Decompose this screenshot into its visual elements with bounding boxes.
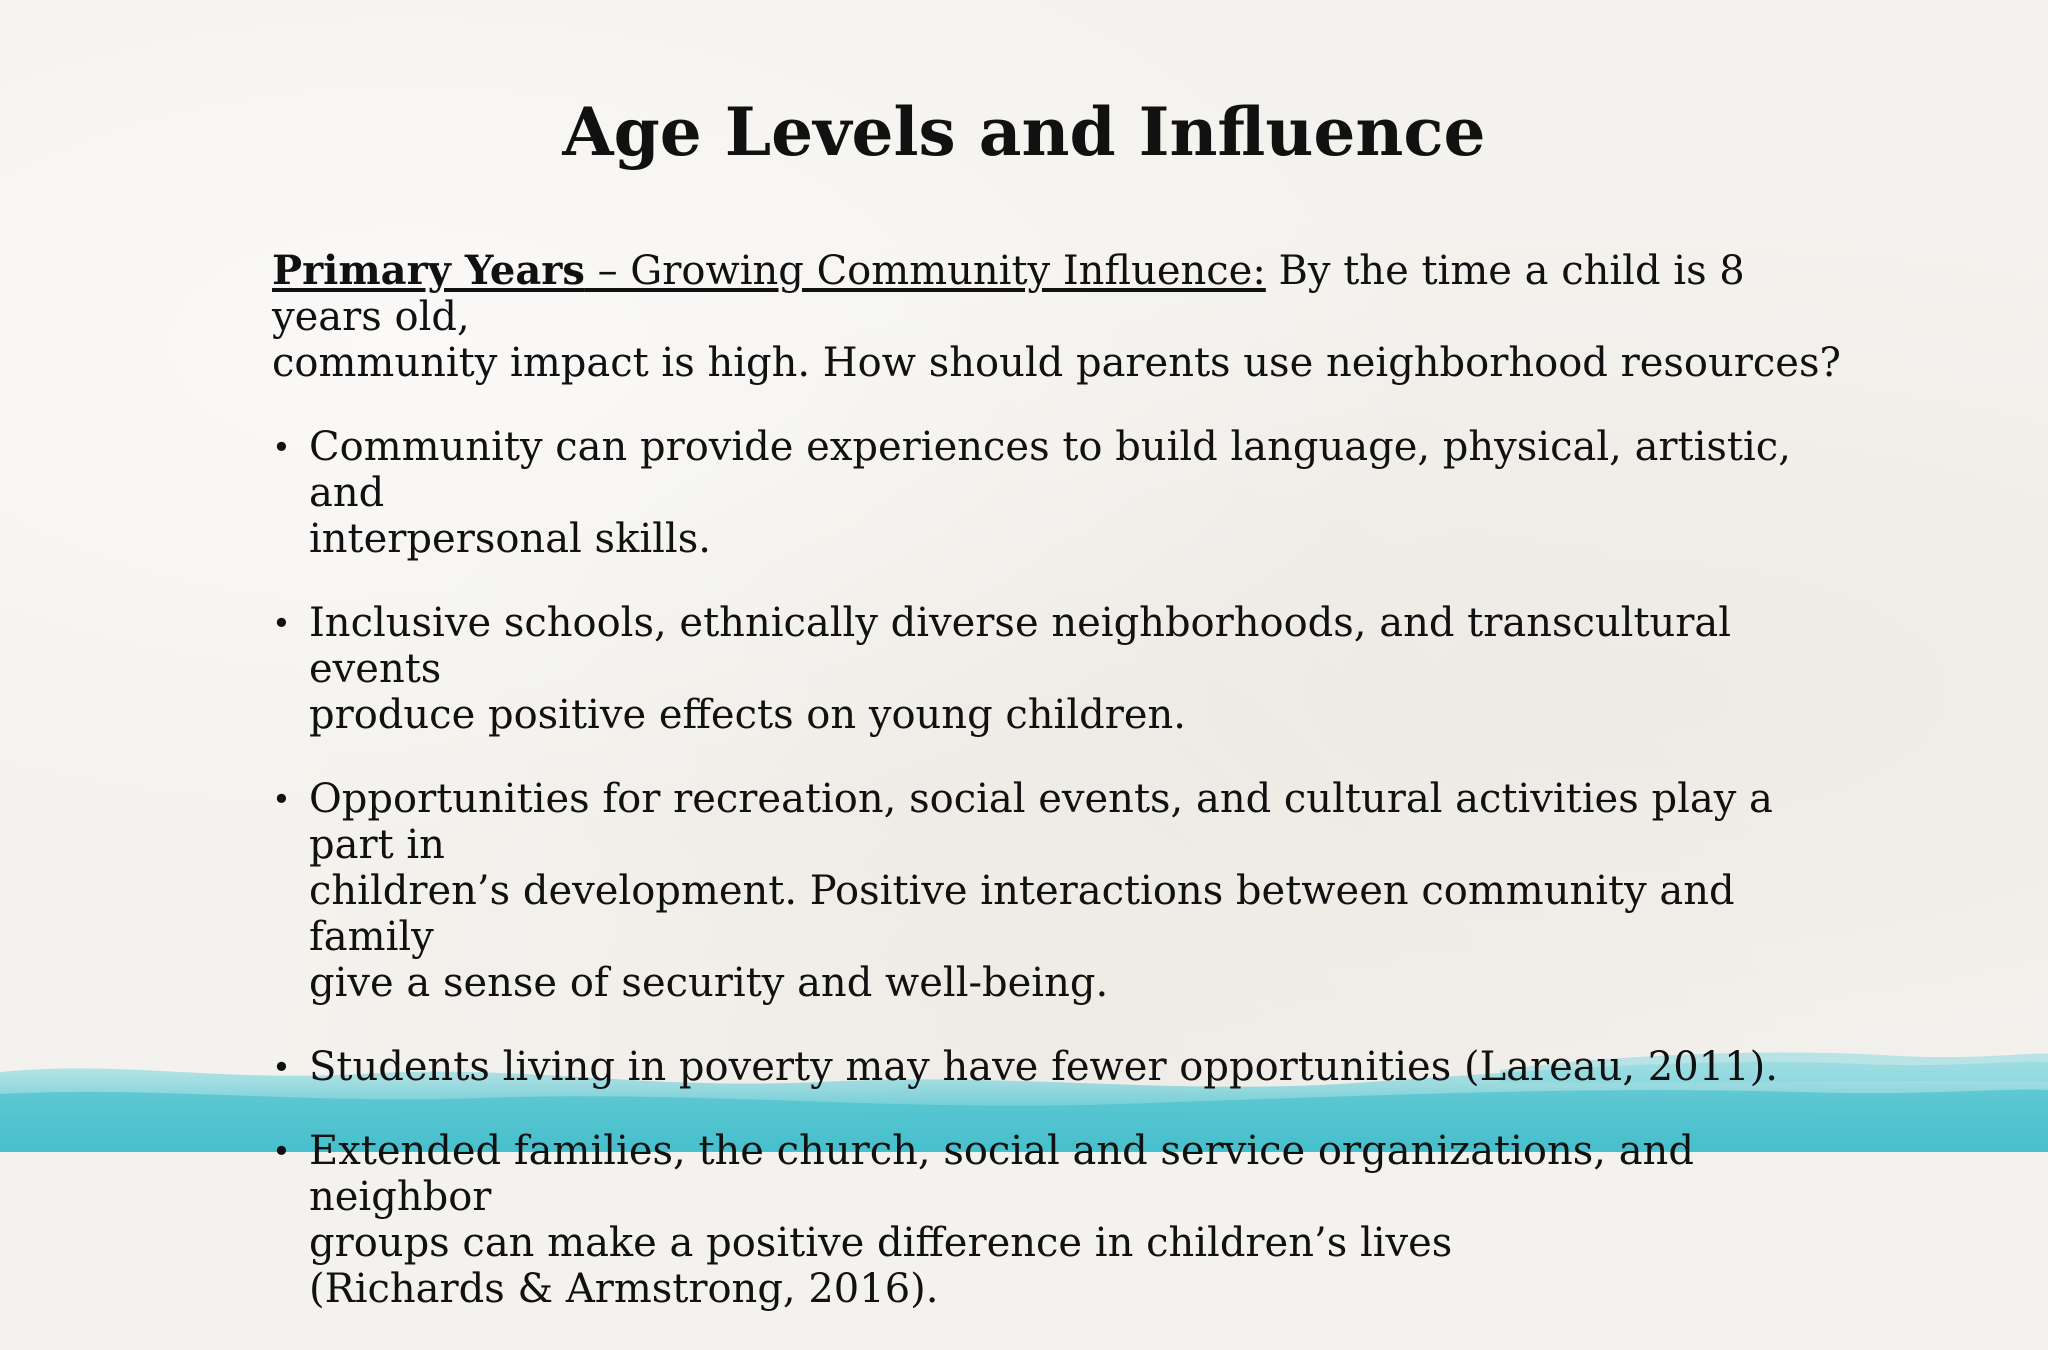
bullet-list <box>272 424 1852 1312</box>
intro-line-1 <box>272 248 1852 340</box>
intro-text-1: By the time a child is 8 years old, <box>272 248 1745 340</box>
bullet-line: produce positive effects on young children. <box>309 692 1187 738</box>
bullet-line: Extended families, the church, social and service organizations, and neighbor <box>309 1128 1694 1220</box>
bullet-dot-icon: • <box>272 428 291 466</box>
bullet-dot-icon: • <box>272 1048 291 1086</box>
bullet-line: (Richards & Armstrong, 2016). <box>309 1266 939 1312</box>
bullet-line: children’s development. Positive interactions between community and family <box>309 868 1735 960</box>
bullet-line: groups can make a positive difference in children’s lives <box>309 1220 1453 1266</box>
bullet-line: interpersonal skills. <box>309 516 711 562</box>
bullet-item <box>272 600 1852 738</box>
bullet-dot-icon: • <box>272 1132 291 1170</box>
intro-subtitle: – Growing Community Influence: <box>584 248 1266 294</box>
bullet-line: Students living in poverty may have fewer opportunities (Lareau, 2011). <box>309 1044 1778 1090</box>
bullet-item <box>272 1044 1852 1090</box>
bullet-item <box>272 1128 1852 1312</box>
bullet-line: Inclusive schools, ethnically diverse neighborhoods, and transcultural events <box>309 600 1732 692</box>
bullet-dot-icon: • <box>272 604 291 642</box>
intro-bold-label: Primary Years <box>272 247 585 294</box>
bullet-line: Community can provide experiences to build language, physical, artistic, and <box>309 424 1791 516</box>
bullet-item <box>272 776 1852 1006</box>
bullet-item <box>272 424 1852 562</box>
slide-body <box>272 248 1852 1350</box>
intro-paragraph <box>272 248 1852 386</box>
bullet-line: give a sense of security and well-being. <box>309 960 1109 1006</box>
bullet-dot-icon: • <box>272 780 291 818</box>
intro-line-2: community impact is high. How should parents use neighborhood resources? <box>272 340 1841 386</box>
slide-title: Age Levels and Influence <box>562 93 1486 171</box>
bullet-line: Opportunities for recreation, social events, and cultural activities play a part in <box>309 776 1773 868</box>
